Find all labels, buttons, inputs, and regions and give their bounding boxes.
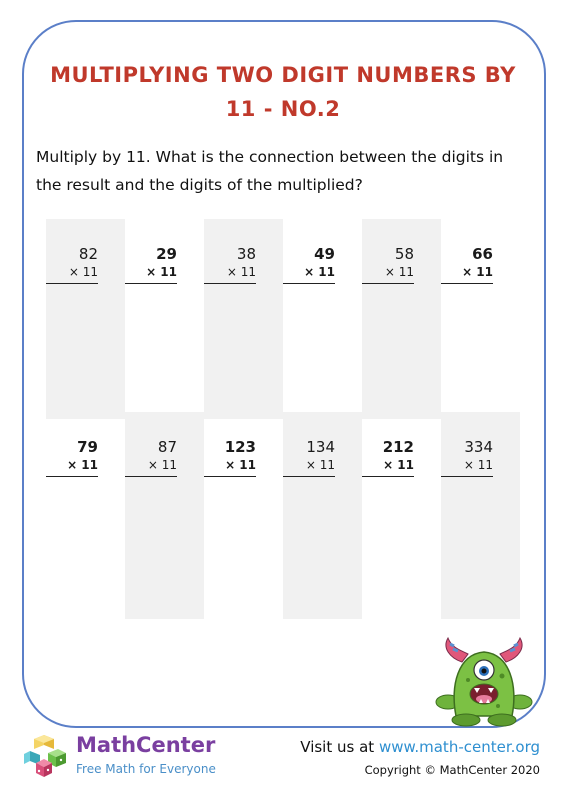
green-monster-icon: [432, 636, 536, 728]
instructions-text: Multiply by 11. What is the connection between the digits in the result and the digits of the multiplied?: [36, 148, 504, 194]
problem-number: 79: [77, 438, 98, 456]
problem-cell: [125, 412, 204, 619]
problem-grid: [46, 219, 520, 619]
answer-line: [362, 476, 414, 477]
problem-number: 66: [472, 245, 493, 263]
problem-multiplier: × 11: [384, 265, 414, 279]
copyright-text: Copyright © MathCenter 2020: [364, 763, 540, 777]
answer-line: [441, 283, 493, 284]
problem-multiplier: × 11: [67, 458, 98, 472]
problem-multiplier: × 11: [68, 265, 98, 279]
problem-multiplier: × 11: [463, 458, 493, 472]
problem-cell: [46, 412, 125, 619]
problem-number: 82: [78, 245, 98, 263]
problem-multiplier: × 11: [225, 458, 256, 472]
website-link[interactable]: www.math-center.org: [378, 738, 540, 756]
answer-line: [204, 476, 256, 477]
problem-cell: [441, 219, 520, 419]
problem-cell: [204, 219, 283, 419]
answer-line: [204, 283, 256, 284]
problem-multiplier: × 11: [305, 458, 335, 472]
visit-prefix: Visit us at: [300, 738, 379, 756]
problem-cell: [283, 412, 362, 619]
problem-number: 334: [464, 438, 493, 456]
problem-multiplier: × 11: [147, 458, 177, 472]
answer-line: [283, 283, 335, 284]
problem-multiplier: × 11: [146, 265, 177, 279]
answer-line: [283, 476, 335, 477]
problem-number: 29: [156, 245, 177, 263]
problem-number: 134: [306, 438, 335, 456]
title-line-1: MULTIPLYING TWO DIGIT NUMBERS BY: [50, 63, 516, 87]
problem-number: 38: [236, 245, 256, 263]
problem-cell: [125, 219, 204, 419]
answer-line: [125, 283, 177, 284]
answer-line: [46, 476, 98, 477]
problem-number: 58: [394, 245, 414, 263]
problem-cell: [441, 412, 520, 619]
problem-multiplier: × 11: [383, 458, 414, 472]
problem-number: 87: [157, 438, 177, 456]
problem-cell: [362, 219, 441, 419]
brand-tagline: Free Math for Everyone: [76, 762, 216, 776]
problem-cell: [283, 219, 362, 419]
problem-multiplier: × 11: [304, 265, 335, 279]
problem-cell: [204, 412, 283, 619]
title-line-2: 11 - NO.2: [225, 97, 341, 121]
answer-line: [441, 476, 493, 477]
visit-line: [300, 738, 540, 756]
answer-line: [362, 283, 414, 284]
answer-line: [125, 476, 177, 477]
problem-multiplier: × 11: [226, 265, 256, 279]
worksheet-title: [40, 58, 526, 126]
problem-number: 212: [382, 438, 414, 456]
dice-cubes-icon: [24, 733, 68, 777]
problem-cell: [46, 219, 125, 419]
problem-cell: [362, 412, 441, 619]
brand-name: MathCenter: [76, 733, 216, 757]
problem-multiplier: × 11: [462, 265, 493, 279]
problem-number: 49: [314, 245, 335, 263]
answer-line: [46, 283, 98, 284]
problem-number: 123: [224, 438, 256, 456]
